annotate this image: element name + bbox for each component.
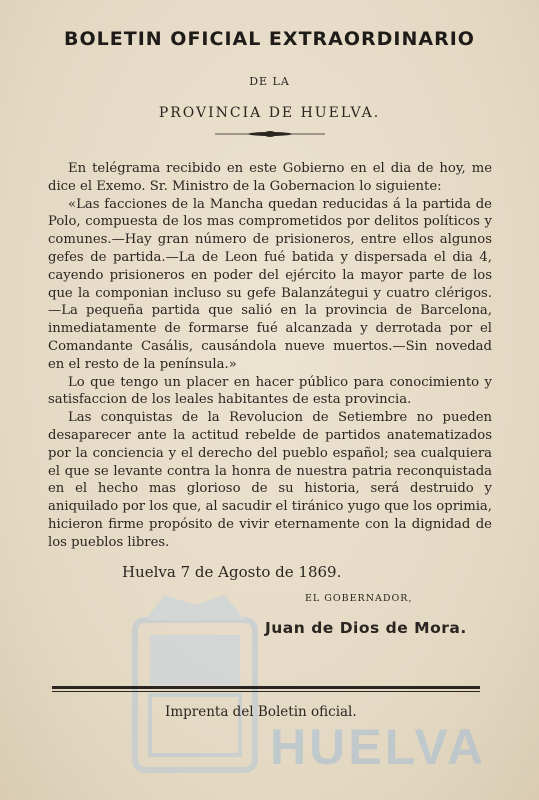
divider-rule-thin <box>52 691 480 692</box>
printer-imprint: Imprenta del Boletin oficial. <box>165 704 357 720</box>
date-line: Huelva 7 de Agosto de 1869. <box>122 563 342 581</box>
ornament-divider-icon <box>215 128 325 140</box>
governor-signature: Juan de Dios de Mora. <box>265 619 467 637</box>
paragraph: Lo que tengo un placer en hacer público para conocimiento y satisfaccion de los leales habitantes de esta provincia. <box>48 374 492 408</box>
proclamation-body <box>48 160 492 552</box>
title-connector: DE LA <box>249 75 290 88</box>
divider-rule <box>52 686 480 689</box>
governor-title: EL GOBERNADOR, <box>305 593 413 604</box>
watermark-text: HUELVA <box>270 719 487 775</box>
paragraph: «Las facciones de la Mancha quedan reducidas á la partida de Polo, compuesta de los mas comprometidos por delitos políticos y comunes.—Hay gran número de prisioneros, entre ellos algunos gefes de partida.—La de Leon fué batida y dispersada el dia 4, cayendo prisioneros en poder del ejército la mayor parte de los que la componian incluso su gefe Balanzátegui y cuatro clérigos.—La pequeña partida que salió en la provincia de Barcelona, inmediatamente de formarse fué alcanzada y derrotada por el Comandante Casális, causándola nueve muertos.—Sin novedad en el resto de la península.» <box>48 196 492 372</box>
province-heading: PROVINCIA DE HUELVA. <box>158 105 381 121</box>
paragraph: Las conquistas de la Revolucion de Setiembre no pueden desaparecer ante la actitud rebelde de partidos anatematizados por la conciencia y el derecho del pueblo español; sea cualquiera el que se levante contra la honra de nuestra patria reconquistada en el hecho mas glorioso de su historia, será destruido y aniquilado por los que, al sacudir el tiránico yugo que los oprimia, hicieron firme propósito de vivir eternamente con la dignidad de los pueblos libres. <box>48 410 492 550</box>
document-title: BOLETIN OFICIAL EXTRAORDINARIO <box>64 28 475 50</box>
paragraph: En telégrama recibido en este Gobierno en el dia de hoy, me dice el Exemo. Sr. Ministro de la Gobernacion lo siguiente: <box>48 161 492 194</box>
